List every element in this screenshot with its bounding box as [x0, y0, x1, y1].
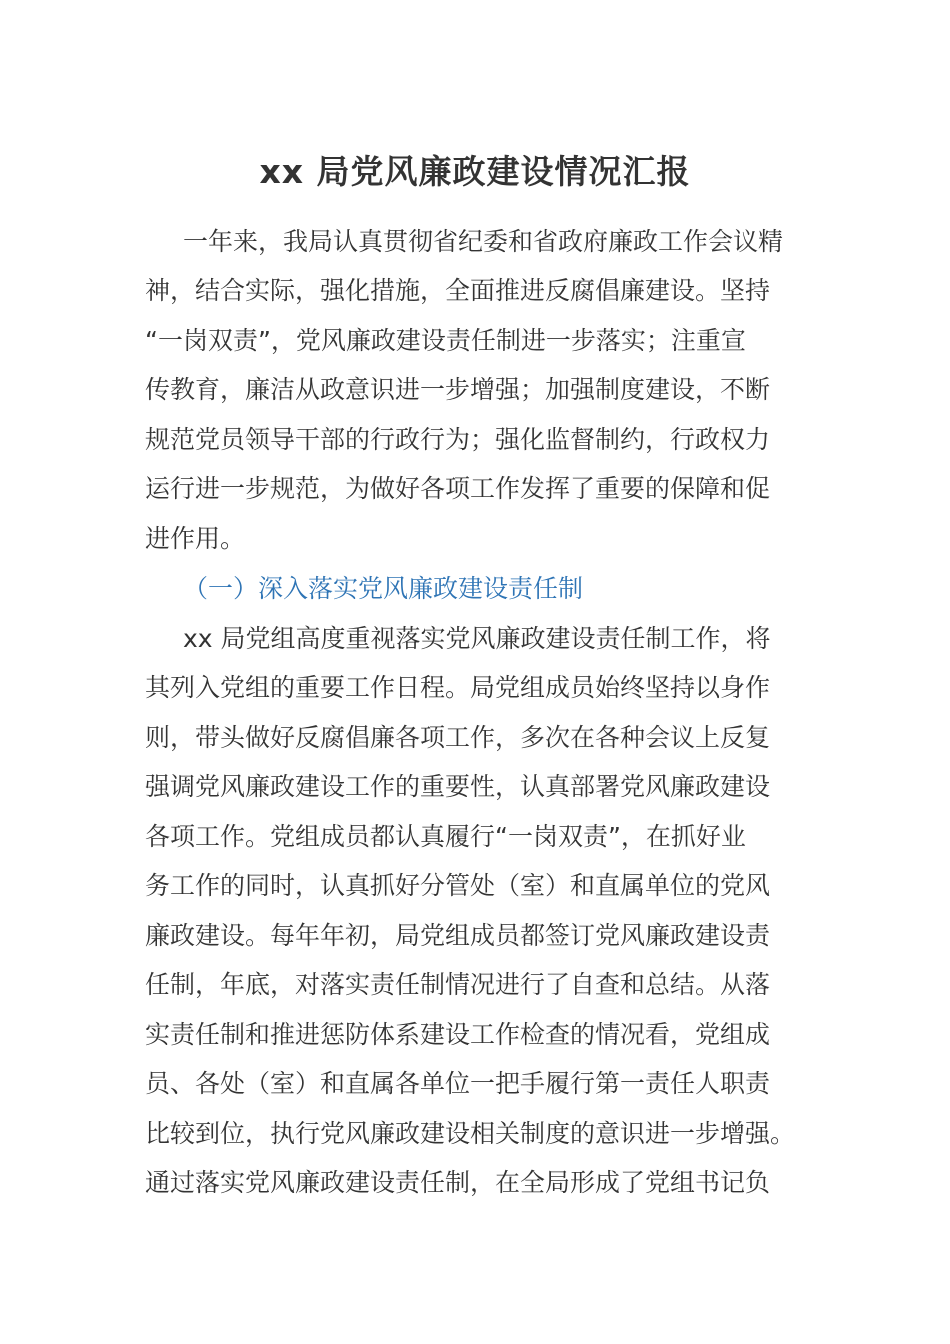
document-title: xx 局党风廉政建设情况汇报 [259, 152, 691, 191]
intro-line-3: “一岗双责”，党风廉政建设责任制进一步落实；注重宣 [145, 326, 746, 355]
intro-line-4: 传教育，廉洁从政意识进一步增强；加强制度建设，不断 [145, 375, 771, 404]
section-line-8: 任制，年底，对落实责任制情况进行了自查和总结。从落 [145, 970, 771, 999]
intro-line-6: 运行进一步规范，为做好各项工作发挥了重要的保障和促 [145, 474, 771, 503]
intro-line-7: 进作用。 [145, 524, 246, 553]
intro-line-5: 规范党员领导干部的行政行为；强化监督制约，行政权力 [145, 425, 771, 454]
section-line-10: 员、各处（室）和直属各单位一把手履行第一责任人职责 [145, 1069, 771, 1098]
section-line-12: 通过落实党风廉政建设责任制，在全局形成了党组书记负 [145, 1168, 771, 1197]
section-line-1: xx 局党组高度重视落实党风廉政建设责任制工作，将 [183, 624, 771, 653]
section-line-6: 务工作的同时，认真抓好分管处（室）和直属单位的党风 [145, 871, 771, 900]
section-heading: （一）深入落实党风廉政建设责任制 [183, 574, 584, 603]
section-line-4: 强调党风廉政建设工作的重要性，认真部署党风廉政建设 [145, 772, 771, 801]
intro-line-2: 神，结合实际，强化措施，全面推进反腐倡廉建设。坚持 [145, 276, 771, 305]
intro-line-1: 一年来，我局认真贯彻省纪委和省政府廉政工作会议精 [183, 227, 784, 256]
section-line-9: 实责任制和推进惩防体系建设工作检查的情况看，党组成 [145, 1020, 771, 1049]
section-line-7: 廉政建设。每年年初，局党组成员都签订党风廉政建设责 [145, 921, 771, 950]
section-line-5: 各项工作。党组成员都认真履行“一岗双责”，在抓好业 [145, 822, 746, 851]
section-line-2: 其列入党组的重要工作日程。局党组成员始终坚持以身作 [145, 673, 771, 702]
section-line-3: 则，带头做好反腐倡廉各项工作，多次在各种会议上反复 [145, 723, 771, 752]
section-line-11: 比较到位，执行党风廉政建设相关制度的意识进一步增强。 [145, 1119, 796, 1148]
